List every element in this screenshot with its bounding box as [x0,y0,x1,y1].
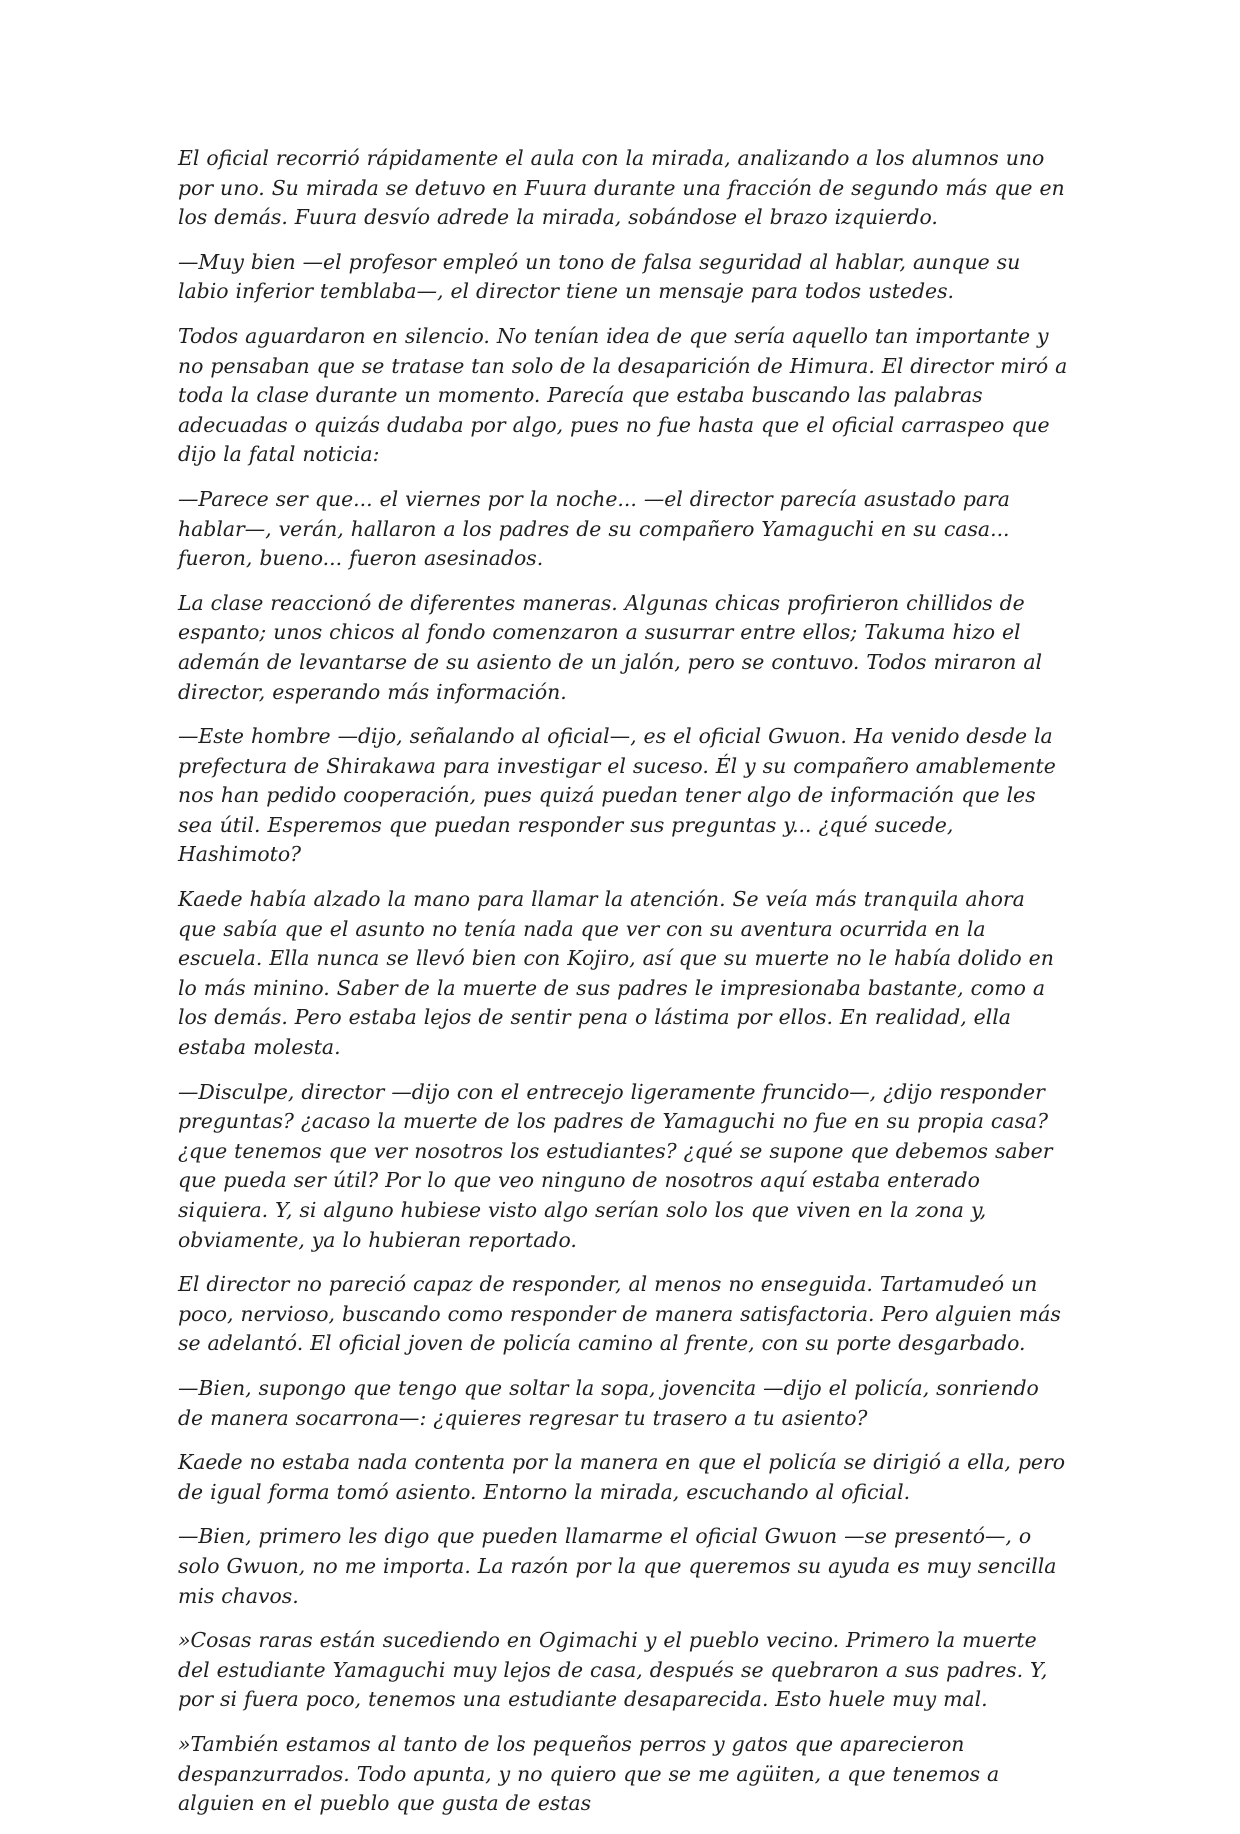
paragraph-8: —Disculpe, director —dijo con el entrecejo ligeramente fruncido—, ¿dijo responder preguntas? ¿acaso la muerte de los padres de Yamaguchi no fue en su propia casa? ¿que tenemos que ver nosotros los estudiantes? ¿qué se supone que debemos saber que pueda ser útil? Por lo que veo ninguno de nosotros aquí estaba enterado siquiera. Y, si alguno hubiese visto algo serían solo los que viven en la zona y, obviamente, ya lo hubieran reportado. [178,1079,1053,1252]
paragraph-14: »También estamos al tanto de los pequeños perros y gatos que aparecieron despanzurrados. Todo apunta, y no quiero que se me agüiten, a que tenemos a alguien en el pueblo que gusta de estas [178,1731,1000,1816]
paragraph-7: Kaede había alzado la mano para llamar la atención. Se veía más tranquila ahora que sabía que el asunto no tenía nada que ver con su aventura ocurrida en la escuela. Ella nunca se llevó bien con Kojiro, así que su muerte no le había dolido en lo más minino. Saber de la muerte de sus padres le impresionaba bastante, como a los demás. Pero estaba lejos de sentir pena o lástima por ellos. En realidad, ella estaba molesta. [178,887,1054,1060]
paragraph-13: »Cosas raras están sucediendo en Ogimachi y el pueblo vecino. Primero la muerte del estudiante Yamaguchi muy lejos de casa, después se quebraron a sus padres. Y, por si fuera poco, tenemos una estudiante desaparecida. Esto huele muy mal. [178,1628,1048,1712]
document-page [178,144,1068,1834]
paragraph-12: —Bien, primero les digo que pueden llamarme el oficial Gwuon —se presentó—, o solo Gwuon, no me importa. La razón por la que queremos su ayuda es muy sencilla mis chavos. [178,1524,1057,1608]
paragraph-2: —Muy bien —el profesor empleó un tono de falsa seguridad al hablar, aunque su labio inferior temblaba—, el director tiene un mensaje para todos ustedes. [178,249,1021,304]
paragraph-10: —Bien, supongo que tengo que soltar la sopa, jovencita —dijo el policía, sonriendo de manera socarrona—: ¿quieres regresar tu trasero a tu asiento? [178,1375,1039,1430]
paragraph-6: —Este hombre —dijo, señalando al oficial—, es el oficial Gwuon. Ha venido desde la prefectura de Shirakawa para investigar el suceso. Él y su compañero amablemente nos han pedido cooperación, pues quizá puedan tener algo de información que les sea útil. Esperemos que puedan responder sus preguntas y... ¿qué sucede, Hashimoto? [178,724,1056,867]
paragraph-9: El director no pareció capaz de responder, al menos no enseguida. Tartamudeó un poco, nervioso, buscando como responder de manera satisfactoria. Pero alguien más se adelantó. El oficial joven de policía camino al frente, con su porte desgarbado. [178,1272,1061,1356]
paragraph-1: El oficial recorrió rápidamente el aula con la mirada, analizando a los alumnos uno por uno. Su mirada se detuvo en Fuura durante una fracción de segundo más que en los demás. Fuura desvío adrede la mirada, sobándose el brazo izquierdo. [178,146,1065,230]
paragraph-4: —Parece ser que... el viernes por la noche... —el director parecía asustado para hablar—, verán, hallaron a los padres de su compañero Yamaguchi en su casa... fueron, bueno... fueron asesinados. [178,486,1010,571]
paragraph-3: Todos aguardaron en silencio. No tenían idea de que sería aquello tan importante y no pensaban que se tratase tan solo de la desaparición de Himura. El director miró a toda la clase durante un momento. Parecía que estaba buscando las palabras adecuadas o quizás dudaba por algo, pues no fue hasta que el oficial carraspeo que dijo la fatal noticia: [178,323,1068,467]
paragraph-5: La clase reaccionó de diferentes maneras. Algunas chicas profirieron chillidos de espanto; unos chicos al fondo comenzaron a susurrar entre ellos; Takuma hizo el ademán de levantarse de su asiento de un jalón, pero se contuvo. Todos miraron al director, esperando más información. [178,590,1043,704]
paragraph-11: Kaede no estaba nada contenta por la manera en que el policía se dirigió a ella, pero de igual forma tomó asiento. Entorno la mirada, escuchando al oficial. [178,1450,1065,1504]
